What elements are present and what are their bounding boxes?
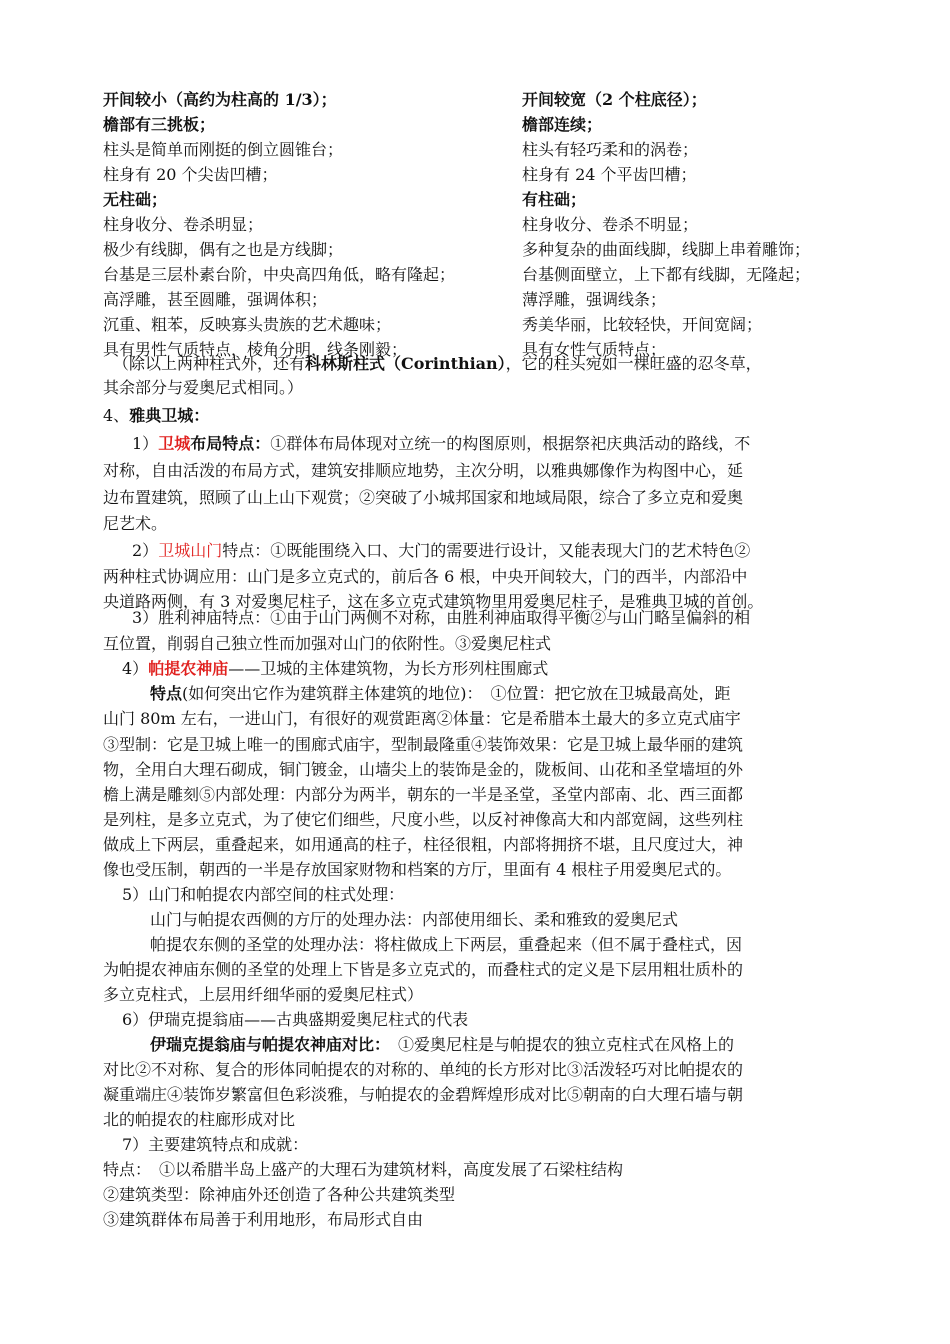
paragraph-text: ——卫城的主体建筑物，为长方形列柱围廊式 — [228, 659, 549, 678]
item-number: 1） — [132, 434, 159, 453]
p2-line-1 — [132, 539, 892, 563]
p5-title: 5）山门和帕提农内部空间的柱式处理： — [122, 885, 405, 904]
p1-line-3: 边布置建筑，照顾了山上山下观赏；②突破了小城邦国家和地域局限，综合了多立克和爱奥 — [103, 488, 744, 507]
p3-line-1: 3）胜利神庙特点：①由于山门两侧不对称，由胜利神庙取得平衡②与山门略呈偏斜的相 — [132, 608, 751, 627]
item-heading: 布局特点： — [190, 434, 271, 453]
p5-line-1: 山门与帕提农西侧的方厅的处理办法：内部使用细长、柔和雅致的爱奥尼式 — [150, 910, 679, 929]
p6-line-4: 北的帕提农的柱廊形成对比 — [103, 1110, 296, 1129]
p4-line-3: ③型制：它是卫城上唯一的围廊式庙宇，型制最隆重④装饰效果：它是卫城上最华丽的建筑 — [103, 735, 744, 754]
paragraph-text: ①爱奥尼柱是与帕提农的独立克柱式在风格上的 — [382, 1035, 735, 1054]
note-text: （除以上两种柱式外，还有 — [113, 354, 306, 373]
highlight-term: 卫城 — [158, 434, 191, 453]
item-number: 4） — [122, 659, 149, 678]
ionic-row: 有柱础； — [522, 190, 587, 209]
p4-line-8: 像也受压制，朝西的一半是存放国家财物和档案的方厅，里面有 4 根柱子用爱奥尼式的。 — [103, 860, 732, 879]
note-line-2: 其余部分与爱奥尼式相同。） — [103, 378, 304, 397]
doric-row: 柱身收分、卷杀明显； — [103, 215, 264, 234]
p6-line-1 — [150, 1033, 910, 1057]
doric-row: 开间较小（高约为柱高的 1/3）； — [103, 90, 337, 109]
item-number: 2） — [132, 541, 159, 560]
paragraph-text: 特点：①既能围绕入口、大门的需要进行设计，又能表现大门的艺术特色② — [222, 541, 751, 560]
doric-row: 柱头是简单而刚挺的倒立圆锥台； — [103, 140, 344, 159]
p1-line-1 — [132, 432, 892, 456]
paragraph-text: ①群体布局体现对立统一的构图原则，根据祭祀庆典活动的路线，不 — [270, 434, 751, 453]
p4-line-2: 山门 80m 左右，一进山门，有很好的观赏距离②体量：它是希腊本土最大的多立克式庙宇 — [103, 709, 741, 728]
p5-line-3: 为帕提农神庙东侧的圣堂的处理上下皆是多立克式的，而叠柱式的定义是下层用粗壮质朴的 — [103, 960, 744, 979]
ionic-row: 具有女性气质特点； — [522, 340, 667, 359]
ionic-row: 檐部连续； — [522, 115, 603, 134]
p6-line-3: 凝重端庄④装饰岁繁富但色彩淡雅，与帕提农的金碧辉煌形成对比⑤朝南的白大理石墙与朝 — [103, 1085, 744, 1104]
p4-line-7: 做成上下两层，重叠起来，如用通高的柱子，柱径很粗，内部将拥挤不堪，且尺度过大，神 — [103, 835, 744, 854]
doric-row: 无柱础； — [103, 190, 168, 209]
doric-row: 檐部有三挑板； — [103, 115, 216, 134]
doric-row: 高浮雕，甚至圆雕，强调体积； — [103, 290, 328, 309]
p4-line-4: 物，全用白大理石砌成，铜门镀金，山墙尖上的装饰是金的，陇板间、山花和圣堂墙垣的外 — [103, 760, 744, 779]
doric-row: 极少有线脚，偶有之也是方线脚； — [103, 240, 344, 259]
p7-line-2: ②建筑类型：除神庙外还创造了各种公共建筑类型 — [103, 1185, 456, 1204]
ionic-row: 开间较宽（2 个柱底径）； — [522, 90, 707, 109]
doric-row: 台基是三层朴素台阶，中央高四角低，略有隆起； — [103, 265, 456, 284]
corinthian-term: 科林斯柱式（Corinthian） — [305, 354, 506, 373]
doric-row: 沉重、粗苯，反映寡头贵族的艺术趣味； — [103, 315, 392, 334]
p7-line-1: 特点： ①以希腊半岛上盛产的大理石为建筑材料，高度发展了石梁柱结构 — [103, 1160, 624, 1179]
ionic-row: 秀美华丽，比较轻快，开间宽阔； — [522, 315, 763, 334]
p6-title: 6）伊瑞克提翁庙——古典盛期爱奥尼柱式的代表 — [122, 1010, 469, 1029]
p1-line-4: 尼艺术。 — [103, 514, 168, 533]
p4-title — [122, 657, 882, 681]
p7-title: 7）主要建筑特点和成就： — [122, 1135, 309, 1154]
item-heading: 伊瑞克提翁庙与帕提农神庙对比： — [150, 1035, 383, 1054]
ionic-row: 柱头有轻巧柔和的涡卷； — [522, 140, 699, 159]
item-heading: 特点 — [150, 684, 183, 703]
ionic-row: 台基侧面壁立，上下都有线脚，无隆起； — [522, 265, 811, 284]
highlight-term: 帕提农神庙 — [148, 659, 229, 678]
p5-line-2: 帕提农东侧的圣堂的处理办法：将柱做成上下两层，重叠起来（但不属于叠柱式，因 — [150, 935, 743, 954]
p3-line-2: 互位置，削弱自己独立性而加强对山门的依附性。③爱奥尼柱式 — [103, 634, 552, 653]
section-number: 4、 — [103, 406, 130, 425]
doric-row: 具有男性气质特点，棱角分明，线条刚毅； — [103, 340, 408, 359]
ionic-row: 多种复杂的曲面线脚，线脚上串着雕饰； — [522, 240, 811, 259]
p2-line-2: 两种柱式协调应用：山门是多立克式的，前后各 6 根，中央开间较大，门的西半，内部沿中 — [103, 567, 748, 586]
ionic-row: 柱身收分、卷杀不明显； — [522, 215, 699, 234]
p6-line-2: 对比②不对称、复合的形体同帕提农的对称的、单纯的长方形对比③活泼轻巧对比帕提农的 — [103, 1060, 744, 1079]
doric-row: 柱身有 20 个尖齿凹槽； — [103, 165, 278, 184]
section-heading: 雅典卫城： — [129, 406, 210, 425]
ionic-row: 柱身有 24 个平齿凹槽； — [522, 165, 697, 184]
note-line-1 — [113, 352, 873, 376]
p4-line-5: 檐上满是雕刻⑤内部处理：内部分为两半，朝东的一半是圣堂，圣堂内部南、北、西三面都 — [103, 785, 744, 804]
p4-line-6: 是列柱，是多立克式，为了使它们细些，尺度小些，以反衬神像高大和内部宽阔，这些列柱 — [103, 810, 744, 829]
paragraph-text: (如何突出它作为建筑群主体建筑的地位)： ①位置：把它放在卫城最高处，距 — [182, 684, 731, 703]
p5-line-4: 多立克柱式，上层用纤细华丽的爱奥尼柱式） — [103, 985, 424, 1004]
note-text: ，它的柱头宛如一棵旺盛的忍冬草， — [505, 354, 762, 373]
highlight-term: 卫城山门 — [158, 541, 223, 560]
p2-line-3: 央道路两侧，有 3 对爱奥尼柱子，这在多立克式建筑物里用爱奥尼柱子，是雅典卫城的首创。 — [103, 592, 764, 611]
p1-line-2: 对称，自由活泼的布局方式，建筑安排顺应地势，主次分明，以雅典娜像作为构图中心，延 — [103, 461, 744, 480]
p4-line-1 — [150, 682, 910, 706]
ionic-row: 薄浮雕，强调线条； — [522, 290, 667, 309]
section-title — [103, 404, 863, 428]
p7-line-3: ③建筑群体布局善于利用地形，布局形式自由 — [103, 1210, 424, 1229]
